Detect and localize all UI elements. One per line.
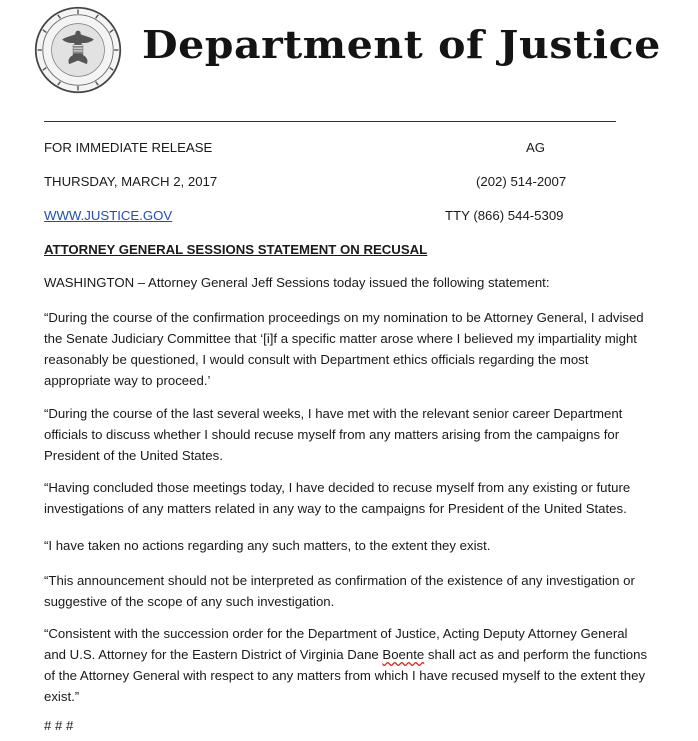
release-status: FOR IMMEDIATE RELEASE (44, 140, 213, 155)
paragraph-line: “During the course of the confirmation proceedings on my nomination to be Attorney General, I advised (44, 310, 644, 325)
paragraph-1 (44, 307, 670, 391)
paragraph-line: “This announcement should not be interpreted as confirmation of the existence of any investigation or (44, 573, 635, 588)
paragraph-line: suggestive of the scope of any such investigation. (44, 594, 335, 609)
paragraph-line: “Consistent with the succession order for the Department of Justice, Acting Deputy Attorney General (44, 626, 628, 641)
paragraph-line: officials to discuss whether I should recuse myself from any matters arising from the campaigns for (44, 427, 620, 442)
paragraph-line: reasonably be questioned, I would consult with Department ethics officials regarding the most (44, 352, 589, 367)
masthead-title: Department of Justice (142, 22, 661, 67)
paragraph-6 (44, 623, 670, 707)
release-tty: TTY (866) 544-5309 (445, 208, 564, 223)
paragraph-line: “Having concluded those meetings today, I have decided to recuse myself from any existing or future (44, 480, 631, 495)
paragraph-line: “I have taken no actions regarding any such matters, to the extent they exist. (44, 538, 491, 553)
doj-seal-icon (34, 6, 122, 94)
dateline: WASHINGTON – Attorney General Jeff Sessions today issued the following statement: (44, 275, 550, 290)
paragraph-line: President of the United States. (44, 448, 223, 463)
release-phone: (202) 514-2007 (476, 174, 567, 189)
text-fragment: shall act as and perform the functions (424, 647, 648, 662)
headline: ATTORNEY GENERAL SESSIONS STATEMENT ON RECUSAL (44, 242, 428, 257)
paragraph-line: “During the course of the last several weeks, I have met with the relevant senior career Department (44, 406, 623, 421)
paragraph-2 (44, 403, 670, 466)
website-link[interactable]: WWW.JUSTICE.GOV (44, 208, 173, 223)
text-fragment: and U.S. Attorney for the Eastern District of Virginia Dane (44, 647, 383, 662)
end-mark: # # # (44, 718, 74, 733)
header-divider (44, 121, 616, 122)
paragraph-line: the Senate Judiciary Committee that ‘[i]f a specific matter arose where I believed my impartiality might (44, 331, 637, 346)
paragraph-5 (44, 570, 670, 612)
release-date: THURSDAY, MARCH 2, 2017 (44, 174, 218, 189)
release-office: AG (526, 140, 546, 155)
paragraph-4 (44, 535, 670, 556)
paragraph-3 (44, 477, 670, 519)
paragraph-line: investigations of any matters related in any way to the campaigns for President of the United States. (44, 501, 627, 516)
spellcheck-flagged-word: Boente (382, 647, 425, 662)
paragraph-line: of the Attorney General with respect to any matters from which I have recused myself to the extent they (44, 668, 646, 683)
paragraph-line: exist.” (44, 689, 80, 704)
paragraph-line (44, 644, 670, 665)
paragraph-line: appropriate way to proceed.’ (44, 373, 211, 388)
